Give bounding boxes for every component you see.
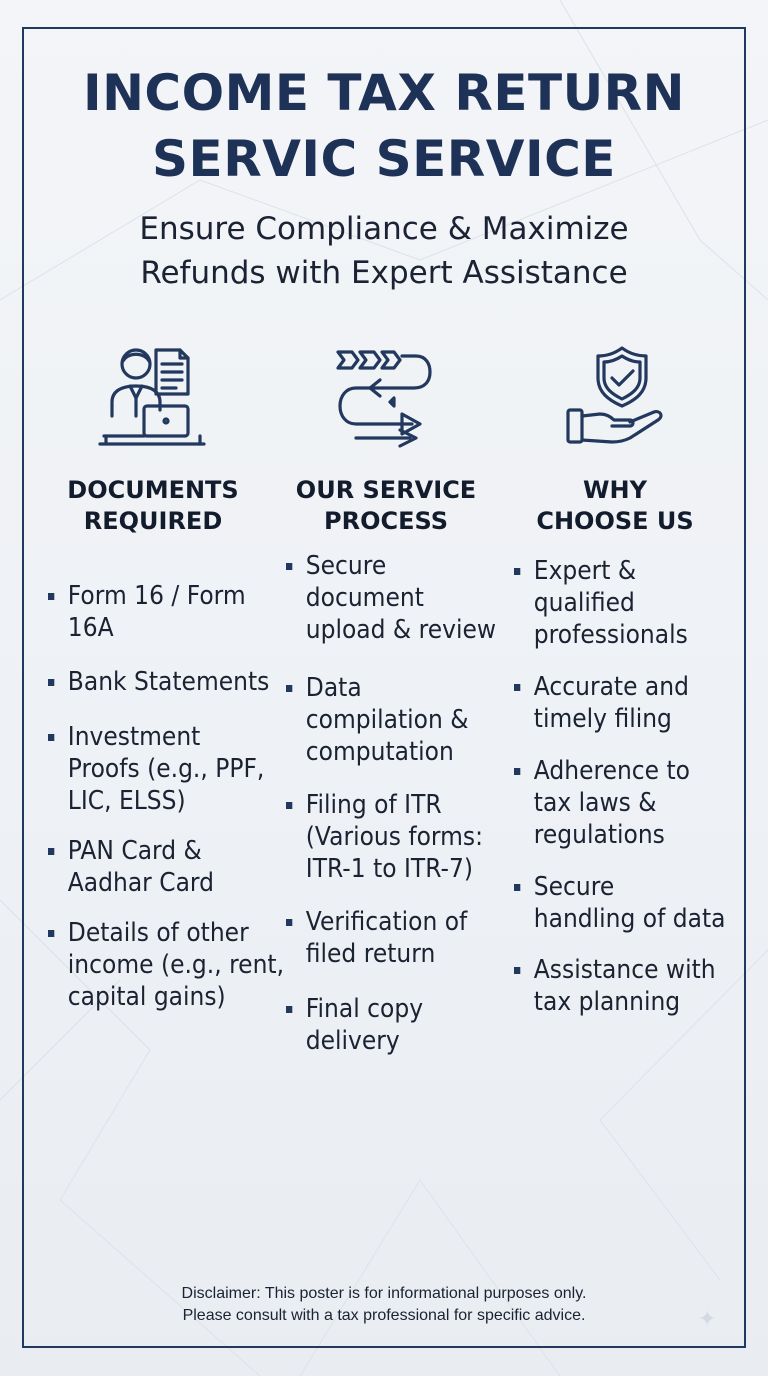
poster-subtitle-line2: Refunds with Expert Assistance [140,255,628,291]
list-item: Assistance with tax planning [514,954,716,1018]
process-heading-line1: OUR SERVICE [295,476,477,504]
list-item: Investment Proofs (e.g., PPF, LIC, ELSS) [48,721,264,817]
list-item: Secure document upload & review [286,550,496,646]
poster-title-line1: INCOME TAX RETURN [82,64,686,122]
why-heading-line1: WHY [583,476,647,504]
list-item: Form 16 / Form 16A [48,580,246,644]
sparkle-icon: ✦ [698,1306,717,1331]
poster-subtitle-line1: Ensure Compliance & Maximize [139,211,629,247]
disclaimer-line1: Disclaimer: This poster is for informational purposes only. [181,1285,587,1302]
list-item: Final copy delivery [286,993,423,1057]
process-heading-line2: PROCESS [324,507,448,535]
list-item: Bank Statements [48,666,269,698]
poster-title-line2: SERVIC SERVICE [152,130,616,188]
hand-shield-check-icon [560,344,672,456]
list-item: Filing of ITR (Various forms: ITR-1 to ITR-7) [286,789,483,885]
list-item: Details of other income (e.g., rent, capital gains) [48,917,284,1013]
why-heading-line2: CHOOSE US [536,507,694,535]
documents-heading-line1: DOCUMENTS [67,476,239,504]
disclaimer-line2: Please consult with a tax professional for specific advice. [182,1307,586,1324]
list-item: Data compilation & computation [286,672,468,768]
list-item: Secure handling of data [514,871,725,935]
list-item: PAN Card & Aadhar Card [48,835,214,899]
list-item: Expert & qualified professionals [514,555,688,651]
documents-heading-line2: REQUIRED [83,507,223,535]
list-item: Adherence to tax laws & regulations [514,755,690,851]
professional-with-laptop-icon [96,344,208,456]
process-arrows-icon [330,346,442,458]
list-item: Accurate and timely filing [514,671,689,735]
list-item: Verification of filed return [286,906,467,970]
